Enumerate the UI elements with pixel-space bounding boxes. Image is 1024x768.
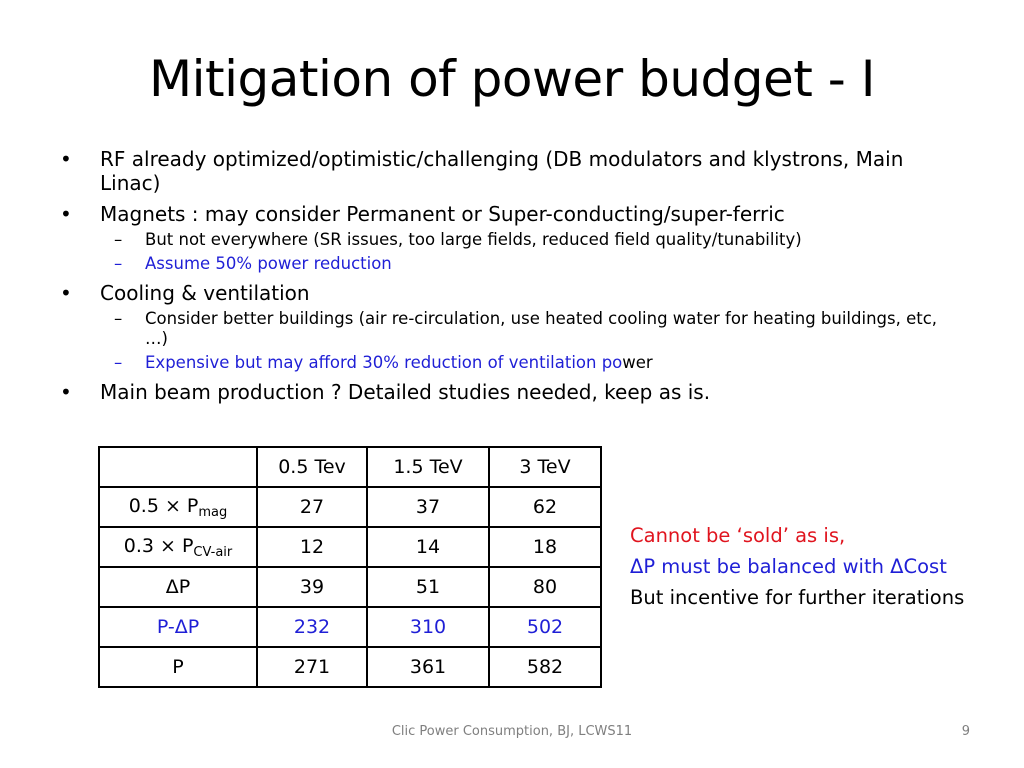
side-note	[630, 520, 964, 613]
table-header-cell: 3 TeV	[489, 447, 601, 487]
table-cell: 37	[367, 487, 489, 527]
bullet-icon: •	[60, 202, 72, 226]
slide-title: Mitigation of power budget - I	[149, 50, 875, 108]
table-cell: 62	[489, 487, 601, 527]
table-header-cell: 0.5 Tev	[257, 447, 367, 487]
table-cell: 18	[489, 527, 601, 567]
table-row	[99, 527, 601, 567]
note-line-2: ΔP must be balanced with ΔCost	[630, 555, 947, 578]
table-row-highlighted	[99, 607, 601, 647]
row-label: $0.3 \times P_{CV-air}$	[99, 527, 257, 567]
sub-bullet-cooling-1	[58, 309, 948, 349]
bullet-cooling	[58, 281, 948, 305]
sub-bullet-magnets-2	[58, 254, 948, 274]
bullet-text: Cooling & ventilation	[100, 281, 310, 305]
row-label: ΔP	[99, 567, 257, 607]
slide-footer: Clic Power Consumption, BJ, LCWS11	[391, 724, 633, 739]
table-header-row	[99, 447, 601, 487]
dash-icon: –	[114, 254, 123, 273]
table-cell: 12	[257, 527, 367, 567]
bullet-text: Main beam production ? Detailed studies needed, keep as is.	[100, 380, 711, 404]
bullet-icon: •	[60, 281, 72, 305]
table-header-cell: 1.5 TeV	[367, 447, 489, 487]
sub-bullet-text: Assume 50% power reduction	[145, 254, 392, 273]
bullet-text: RF already optimized/optimistic/challenging (DB modulators and klystrons, Main Linac)	[100, 147, 904, 195]
note-line-1: Cannot be ‘sold’ as is,	[630, 524, 846, 547]
dash-icon: –	[114, 309, 123, 328]
table-cell: 51	[367, 567, 489, 607]
bullet-text: Magnets : may consider Permanent or Super-conducting/super-ferric	[100, 202, 785, 226]
sub-bullet-text: Consider better buildings (air re-circulation, use heated cooling water for heating buildings, etc, …)	[145, 309, 938, 348]
bullet-icon: •	[60, 147, 72, 171]
bullet-rf	[58, 147, 948, 195]
sub-bullet-cooling-2	[58, 353, 948, 373]
dash-icon: –	[114, 353, 123, 372]
sub-bullet-text-black: wer	[622, 353, 653, 372]
table-row	[99, 567, 601, 607]
table-cell: 39	[257, 567, 367, 607]
sub-bullet-magnets-1	[58, 230, 948, 250]
dash-icon: –	[114, 230, 123, 249]
note-line-3: But incentive for further iterations	[630, 586, 965, 609]
table-cell: 271	[257, 647, 367, 687]
sub-bullet-text: But not everywhere (SR issues, too large fields, reduced field quality/tunability)	[145, 230, 802, 249]
bullet-list	[58, 140, 948, 404]
table-row	[99, 647, 601, 687]
bullet-magnets	[58, 202, 948, 226]
bullet-icon: •	[60, 380, 72, 404]
table-cell: 80	[489, 567, 601, 607]
table-cell: 310	[367, 607, 489, 647]
table-cell: 502	[489, 607, 601, 647]
table-cell: 14	[367, 527, 489, 567]
table-row	[99, 487, 601, 527]
table-header-cell	[99, 447, 257, 487]
row-label: P-ΔP	[99, 607, 257, 647]
row-label: P	[99, 647, 257, 687]
bullet-main-beam	[58, 380, 948, 404]
power-budget-table	[98, 446, 602, 688]
table-cell: 232	[257, 607, 367, 647]
table-cell: 582	[489, 647, 601, 687]
page-number: 9	[961, 724, 970, 739]
table-cell: 27	[257, 487, 367, 527]
sub-bullet-text-blue: Expensive but may afford 30% reduction of ventilation po	[145, 353, 623, 372]
row-label: $0.5 \times P_{mag}$	[99, 487, 257, 527]
table-cell: 361	[367, 647, 489, 687]
